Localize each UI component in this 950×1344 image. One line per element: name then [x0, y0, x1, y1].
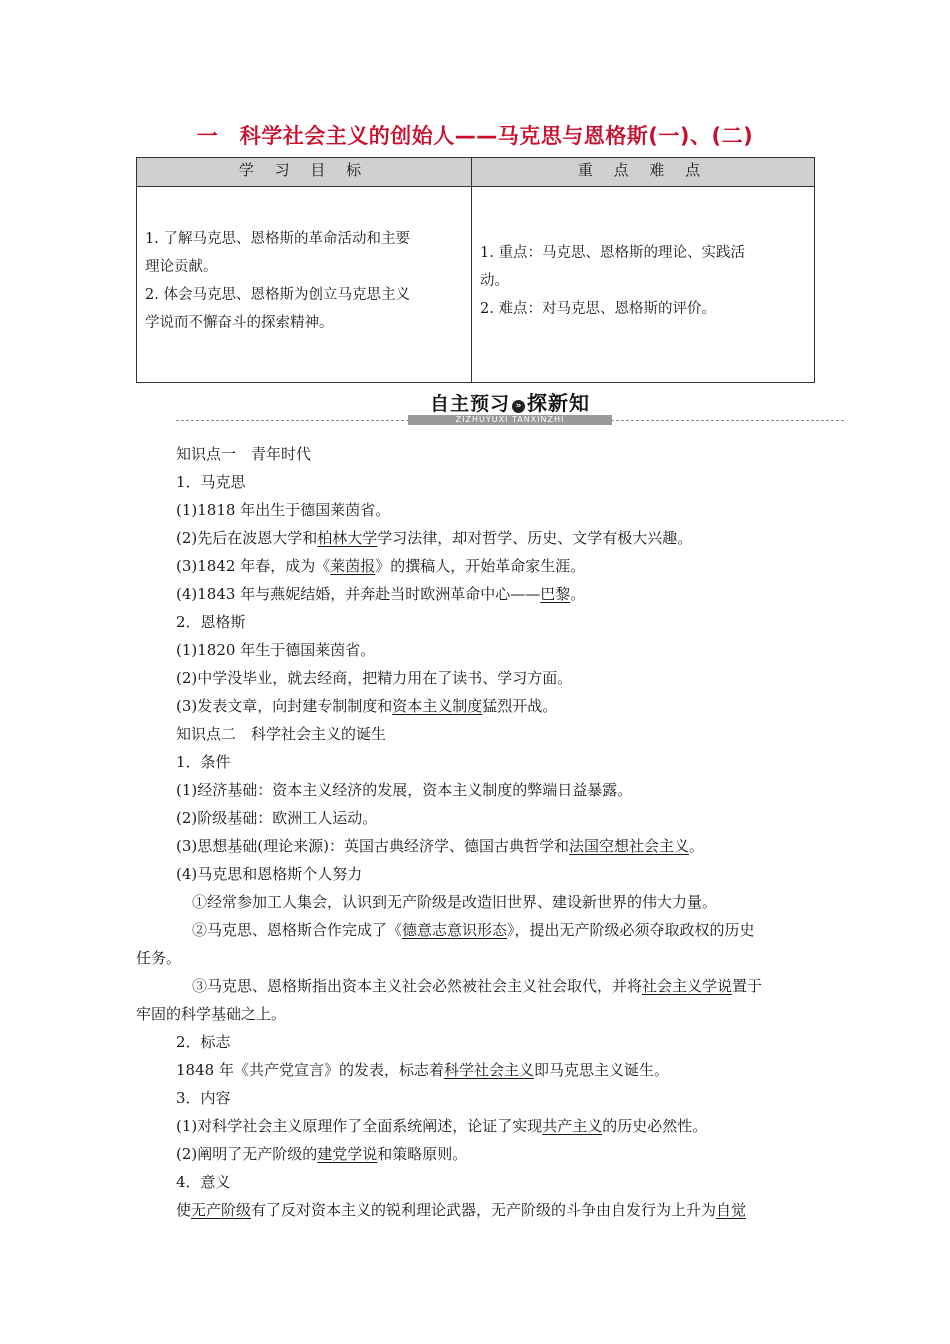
double-arrow-icon: »	[512, 400, 525, 413]
underlined-keyword: 社会主义学说	[642, 977, 733, 995]
objective-line: 学说而不懈奋斗的探索精神。	[145, 315, 334, 331]
learning-objectives-header: 学 习 目 标	[137, 158, 471, 187]
sub-heading: 2．恩格斯	[176, 613, 246, 631]
sub-heading: 1．马克思	[176, 473, 246, 491]
key-point-line: 动。	[480, 273, 509, 289]
list-item: (2)中学没毕业，就去经商，把精力用在了读书、学习方面。	[176, 669, 573, 687]
learning-objectives-column	[137, 158, 472, 382]
objective-line: 理论贡献。	[145, 259, 218, 275]
objective-line: 1. 了解马克思、恩格斯的革命活动和主要	[145, 231, 410, 247]
sub-heading: 2．标志	[176, 1033, 231, 1051]
key-point-line: 2. 难点：对马克思、恩格斯的评价。	[480, 301, 716, 317]
circled-item: ③马克思、恩格斯指出资本主义社会必然被社会主义社会取代，并将社会主义学说置于	[192, 977, 763, 995]
list-item: (2)阶级基础：欧洲工人运动。	[176, 809, 378, 827]
underlined-keyword: 巴黎	[540, 585, 571, 603]
circled-item: ②马克思、恩格斯合作完成了《德意志意识形态》，提出无产阶级必须夺取政权的历史	[192, 921, 755, 939]
circled-item-continuation: 牢固的科学基础之上。	[136, 1005, 287, 1023]
banner-title-part2: 探新知	[527, 391, 590, 415]
underlined-keyword: 柏林大学	[317, 529, 378, 547]
underlined-keyword: 无产阶级	[191, 1201, 252, 1219]
underlined-keyword: 建党学说	[317, 1145, 378, 1163]
circled-item-continuation: 任务。	[136, 949, 182, 967]
list-item: (1)对科学社会主义原理作了全面系统阐述，论证了实现共产主义的历史必然性。	[176, 1117, 708, 1135]
key-point-line: 1. 重点：马克思、恩格斯的理论、实践活	[480, 245, 745, 261]
list-item: (3)发表文章，向封建专制制度和资本主义制度猛烈开战。	[176, 697, 558, 715]
underlined-keyword: 共产主义	[542, 1117, 603, 1135]
sub-heading: 3．内容	[176, 1089, 231, 1107]
key-points-body	[472, 187, 814, 323]
sub-heading: 4．意义	[176, 1173, 231, 1191]
banner-title-part1: 自主预习	[429, 393, 510, 415]
learning-objectives-body	[137, 187, 471, 337]
list-item: (4)1843 年与燕妮结婚，并奔赴当时欧洲革命中心——巴黎。	[176, 585, 586, 603]
paragraph: 使无产阶级有了反对资本主义的锐利理论武器，无产阶级的斗争由自发行为上升为自觉	[176, 1201, 747, 1219]
page-title: 一 科学社会主义的创始人——马克思与恩格斯(一)、(二)	[196, 124, 754, 148]
underlined-keyword: 自觉	[716, 1201, 747, 1219]
list-item: (3)思想基础(理论来源)：英国古典经济学、德国古典哲学和法国空想社会主义。	[176, 837, 704, 855]
key-points-header: 重 点 难 点	[472, 158, 814, 187]
list-item: (2)先后在波恩大学和柏林大学学习法律，却对哲学、历史、文学有极大兴趣。	[176, 529, 693, 547]
underlined-keyword: 莱茵报	[330, 557, 376, 575]
underlined-keyword: 科学社会主义	[443, 1061, 534, 1079]
list-item: (4)马克思和恩格斯个人努力	[176, 865, 363, 883]
list-item: (1)经济基础：资本主义经济的发展，资本主义制度的弊端日益暴露。	[176, 781, 633, 799]
list-item: (1)1820 年生于德国莱茵省。	[176, 641, 376, 659]
section-banner	[176, 391, 844, 431]
key-points-column	[472, 158, 814, 382]
list-item: (3)1842 年春，成为《莱茵报》的撰稿人，开始革命家生涯。	[176, 557, 586, 575]
banner-title	[408, 391, 612, 415]
underlined-keyword: 德意志意识形态	[402, 921, 508, 939]
objective-line: 2. 体会马克思、恩格斯为创立马克思主义	[145, 287, 410, 303]
section-heading: 知识点一 青年时代	[176, 445, 312, 463]
content-body	[136, 440, 818, 1224]
circled-item: ①经常参加工人集会，认识到无产阶级是改造旧世界、建设新世界的伟大力量。	[192, 893, 718, 911]
underlined-keyword: 法国空想社会主义	[568, 837, 689, 855]
learning-goals-table	[136, 157, 815, 383]
list-item: (1)1818 年出生于德国莱茵省。	[176, 501, 391, 519]
section-heading: 知识点二 科学社会主义的诞生	[176, 725, 387, 743]
underlined-keyword: 资本主义制度	[392, 697, 483, 715]
list-item: (2)阐明了无产阶级的建党学说和策略原则。	[176, 1145, 468, 1163]
banner-pinyin: ZIZHUYUXI TANXINZHI	[408, 415, 612, 425]
paragraph: 1848 年《共产党宣言》的发表，标志着科学社会主义即马克思主义诞生。	[176, 1061, 669, 1079]
sub-heading: 1．条件	[176, 753, 231, 771]
